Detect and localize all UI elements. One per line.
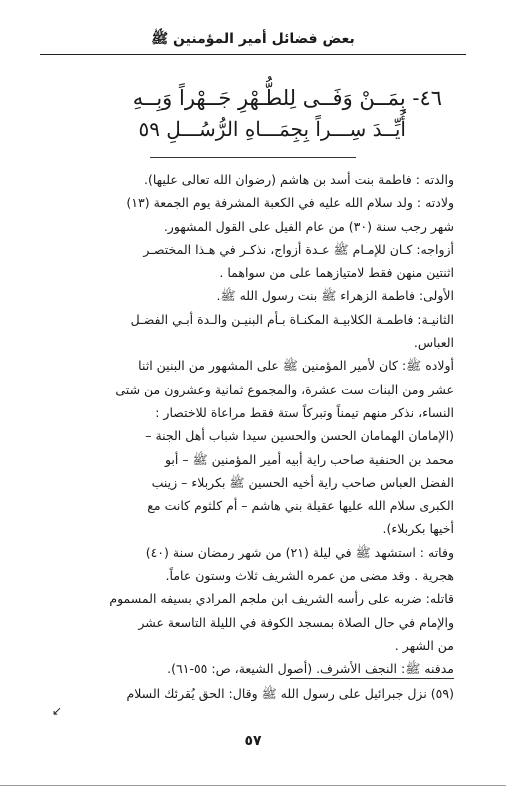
body-line: مدفنه ﷺ: النجف الأشرف. (أصول الشيعة، ص: ٥٥-٦١). bbox=[167, 661, 454, 677]
body-line: محمد بن الحنفية صاحب راية أبيه أمير المؤمنين ﷺ – أبو bbox=[164, 451, 454, 467]
body-line: من الشهر . bbox=[394, 637, 454, 653]
poem-verse-line-2: أُيِّــدَ سِـــراً بِجِمَـــاهِ الرُّسُـــلِ ٥٩ bbox=[138, 117, 406, 141]
verse-divider bbox=[150, 157, 356, 158]
body-line: الكبرى سلام الله عليها عقيلة بني هاشم – أم كلثوم كانت مع bbox=[147, 498, 454, 514]
page-number: ٥٧ bbox=[244, 733, 262, 749]
body-line: عشر ومن البنات ست عشرة، والمجموع ثمانية وعشرون من شتى bbox=[115, 381, 454, 397]
body-line: اثنتين منهن فقط لامتيازهما على من سواهما . bbox=[219, 265, 454, 281]
body-line: والدته : فاطمة بنت أسد بن هاشم (رضوان الله تعالى عليها). bbox=[144, 172, 454, 187]
footnote: (٥٩) نزل جبرائيل على رسول الله ﷺ وقال: الحق يُقرئك السلام bbox=[126, 686, 454, 701]
header-divider bbox=[40, 54, 466, 55]
poem-verse-line-1: ٤٦- بِمَــنْ وَفَــى لِلطُّـهْرِ جَــهْراً وَبِــهِ bbox=[132, 86, 442, 110]
body-line: هجرية . وقد مضى من عمره الشريف ثلاث وستون عاماً. bbox=[165, 568, 454, 584]
body-line: الثانيـة: فاطمـة الكلابيـة المكنـاة بـأم البنيـن والـدة أبـي الفضـل bbox=[130, 311, 454, 327]
body-line: أخيها بكربلاء). bbox=[382, 521, 454, 537]
footnote-divider bbox=[290, 678, 454, 679]
body-line: أزواجه: كـان للإمـام ﷺ عـدة أزواج، نذكـر في هـذا المختصـر bbox=[143, 241, 454, 257]
body-line: وفاته : استشهد ﷺ في ليلة (٢١) من شهر رمضان سنة (٤٠) bbox=[145, 544, 454, 560]
page-bottom-edge bbox=[0, 785, 506, 786]
body-line: أولاده ﷺ: كان لأمير المؤمنين ﷺ على المشهور من البنين اثنا bbox=[138, 358, 454, 374]
continuation-arrow-icon: ↙ bbox=[52, 704, 63, 718]
body-line: ولادته : ولد سلام الله عليه في الكعبة المشرفة يوم الجمعة (١٣) bbox=[126, 195, 454, 211]
running-header: بعض فضائل أمير المؤمنين ﷺ bbox=[151, 31, 355, 47]
body-line: شهر رجب سنة (٣٠) من عام الفيل على القول المشهور. bbox=[163, 218, 454, 234]
body-line: النساء، نذكر منهم تيمناً وتبركاً ستة فقط مراعاة للاختصار : bbox=[155, 404, 454, 420]
body-line: الفضل العباس صاحب راية أخيه الحسين ﷺ بكربلاء – زينب bbox=[151, 474, 454, 490]
body-text bbox=[52, 168, 454, 681]
body-line: (الإمامان الهمامان الحسن والحسين سيدا شباب أهل الجنة – bbox=[145, 428, 454, 444]
body-line: والإمام في حال الصلاة بمسجد الكوفة في الليلة التاسعة عشر bbox=[138, 614, 454, 630]
body-line: قاتله: ضربه على رأسه الشريف ابن ملجم المرادي بسيفه المسموم bbox=[109, 591, 454, 607]
body-line: الأولى: فاطمة الزهراء ﷺ بنت رسول الله ﷺ. bbox=[216, 288, 454, 304]
body-line: العباس. bbox=[413, 335, 454, 351]
